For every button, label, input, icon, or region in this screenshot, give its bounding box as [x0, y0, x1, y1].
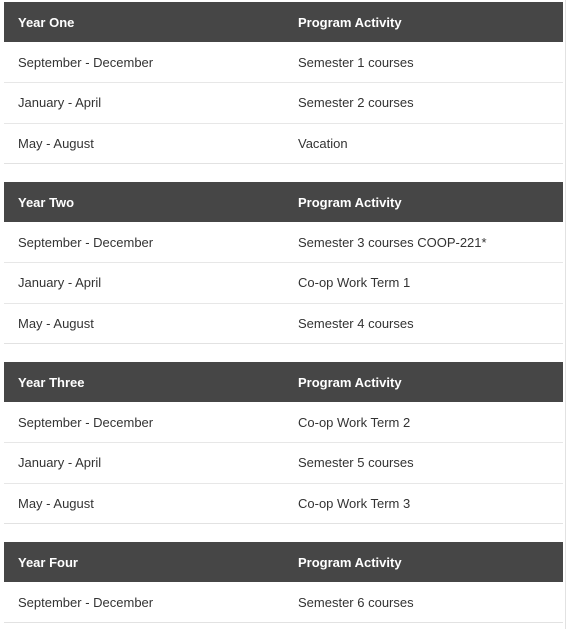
table-row [4, 42, 563, 83]
activity-cell: Semester 5 courses [298, 455, 414, 471]
year-three-table [4, 362, 563, 524]
period-cell: January - April [18, 275, 102, 291]
activity-cell: Semester 6 courses [298, 594, 414, 610]
year-one-table [4, 2, 563, 164]
activity-cell: Semester 4 courses [298, 315, 414, 331]
activity-cell: Co-op Work Term 1 [298, 275, 411, 291]
table-row [4, 263, 563, 304]
activity-cell: Co-op Work Term 2 [298, 414, 411, 430]
period-cell: May - August [18, 315, 94, 331]
table-row [4, 303, 563, 344]
period-cell: January - April [18, 95, 102, 111]
period-cell: September - December [18, 54, 154, 70]
table-header-row [4, 182, 563, 222]
table-row [4, 83, 563, 124]
year-four-table [4, 542, 563, 623]
year-heading: Year Three [18, 374, 85, 390]
period-cell: May - August [18, 495, 94, 511]
activity-heading: Program Activity [298, 14, 402, 30]
table-row [4, 483, 563, 524]
activity-cell: Semester 3 courses COOP-221* [298, 234, 487, 250]
year-heading: Year Four [18, 554, 78, 570]
period-cell: September - December [18, 414, 154, 430]
year-two-table [4, 182, 563, 344]
activity-cell: Semester 2 courses [298, 95, 414, 111]
activity-heading: Program Activity [298, 554, 402, 570]
table-row [4, 402, 563, 443]
activity-heading: Program Activity [298, 194, 402, 210]
activity-heading: Program Activity [298, 374, 402, 390]
table-row [4, 443, 563, 484]
period-cell: January - April [18, 455, 102, 471]
activity-cell: Co-op Work Term 3 [298, 495, 411, 511]
period-cell: September - December [18, 234, 154, 250]
activity-cell: Vacation [298, 135, 348, 151]
table-header-row [4, 542, 563, 582]
period-cell: May - August [18, 135, 94, 151]
table-header-row [4, 2, 563, 42]
table-row [4, 222, 563, 263]
year-heading: Year Two [18, 194, 75, 210]
table-header-row [4, 362, 563, 402]
activity-cell: Semester 1 courses [298, 54, 414, 70]
table-row [4, 123, 563, 164]
table-row [4, 582, 563, 623]
year-heading: Year One [18, 14, 75, 30]
period-cell: September - December [18, 594, 154, 610]
